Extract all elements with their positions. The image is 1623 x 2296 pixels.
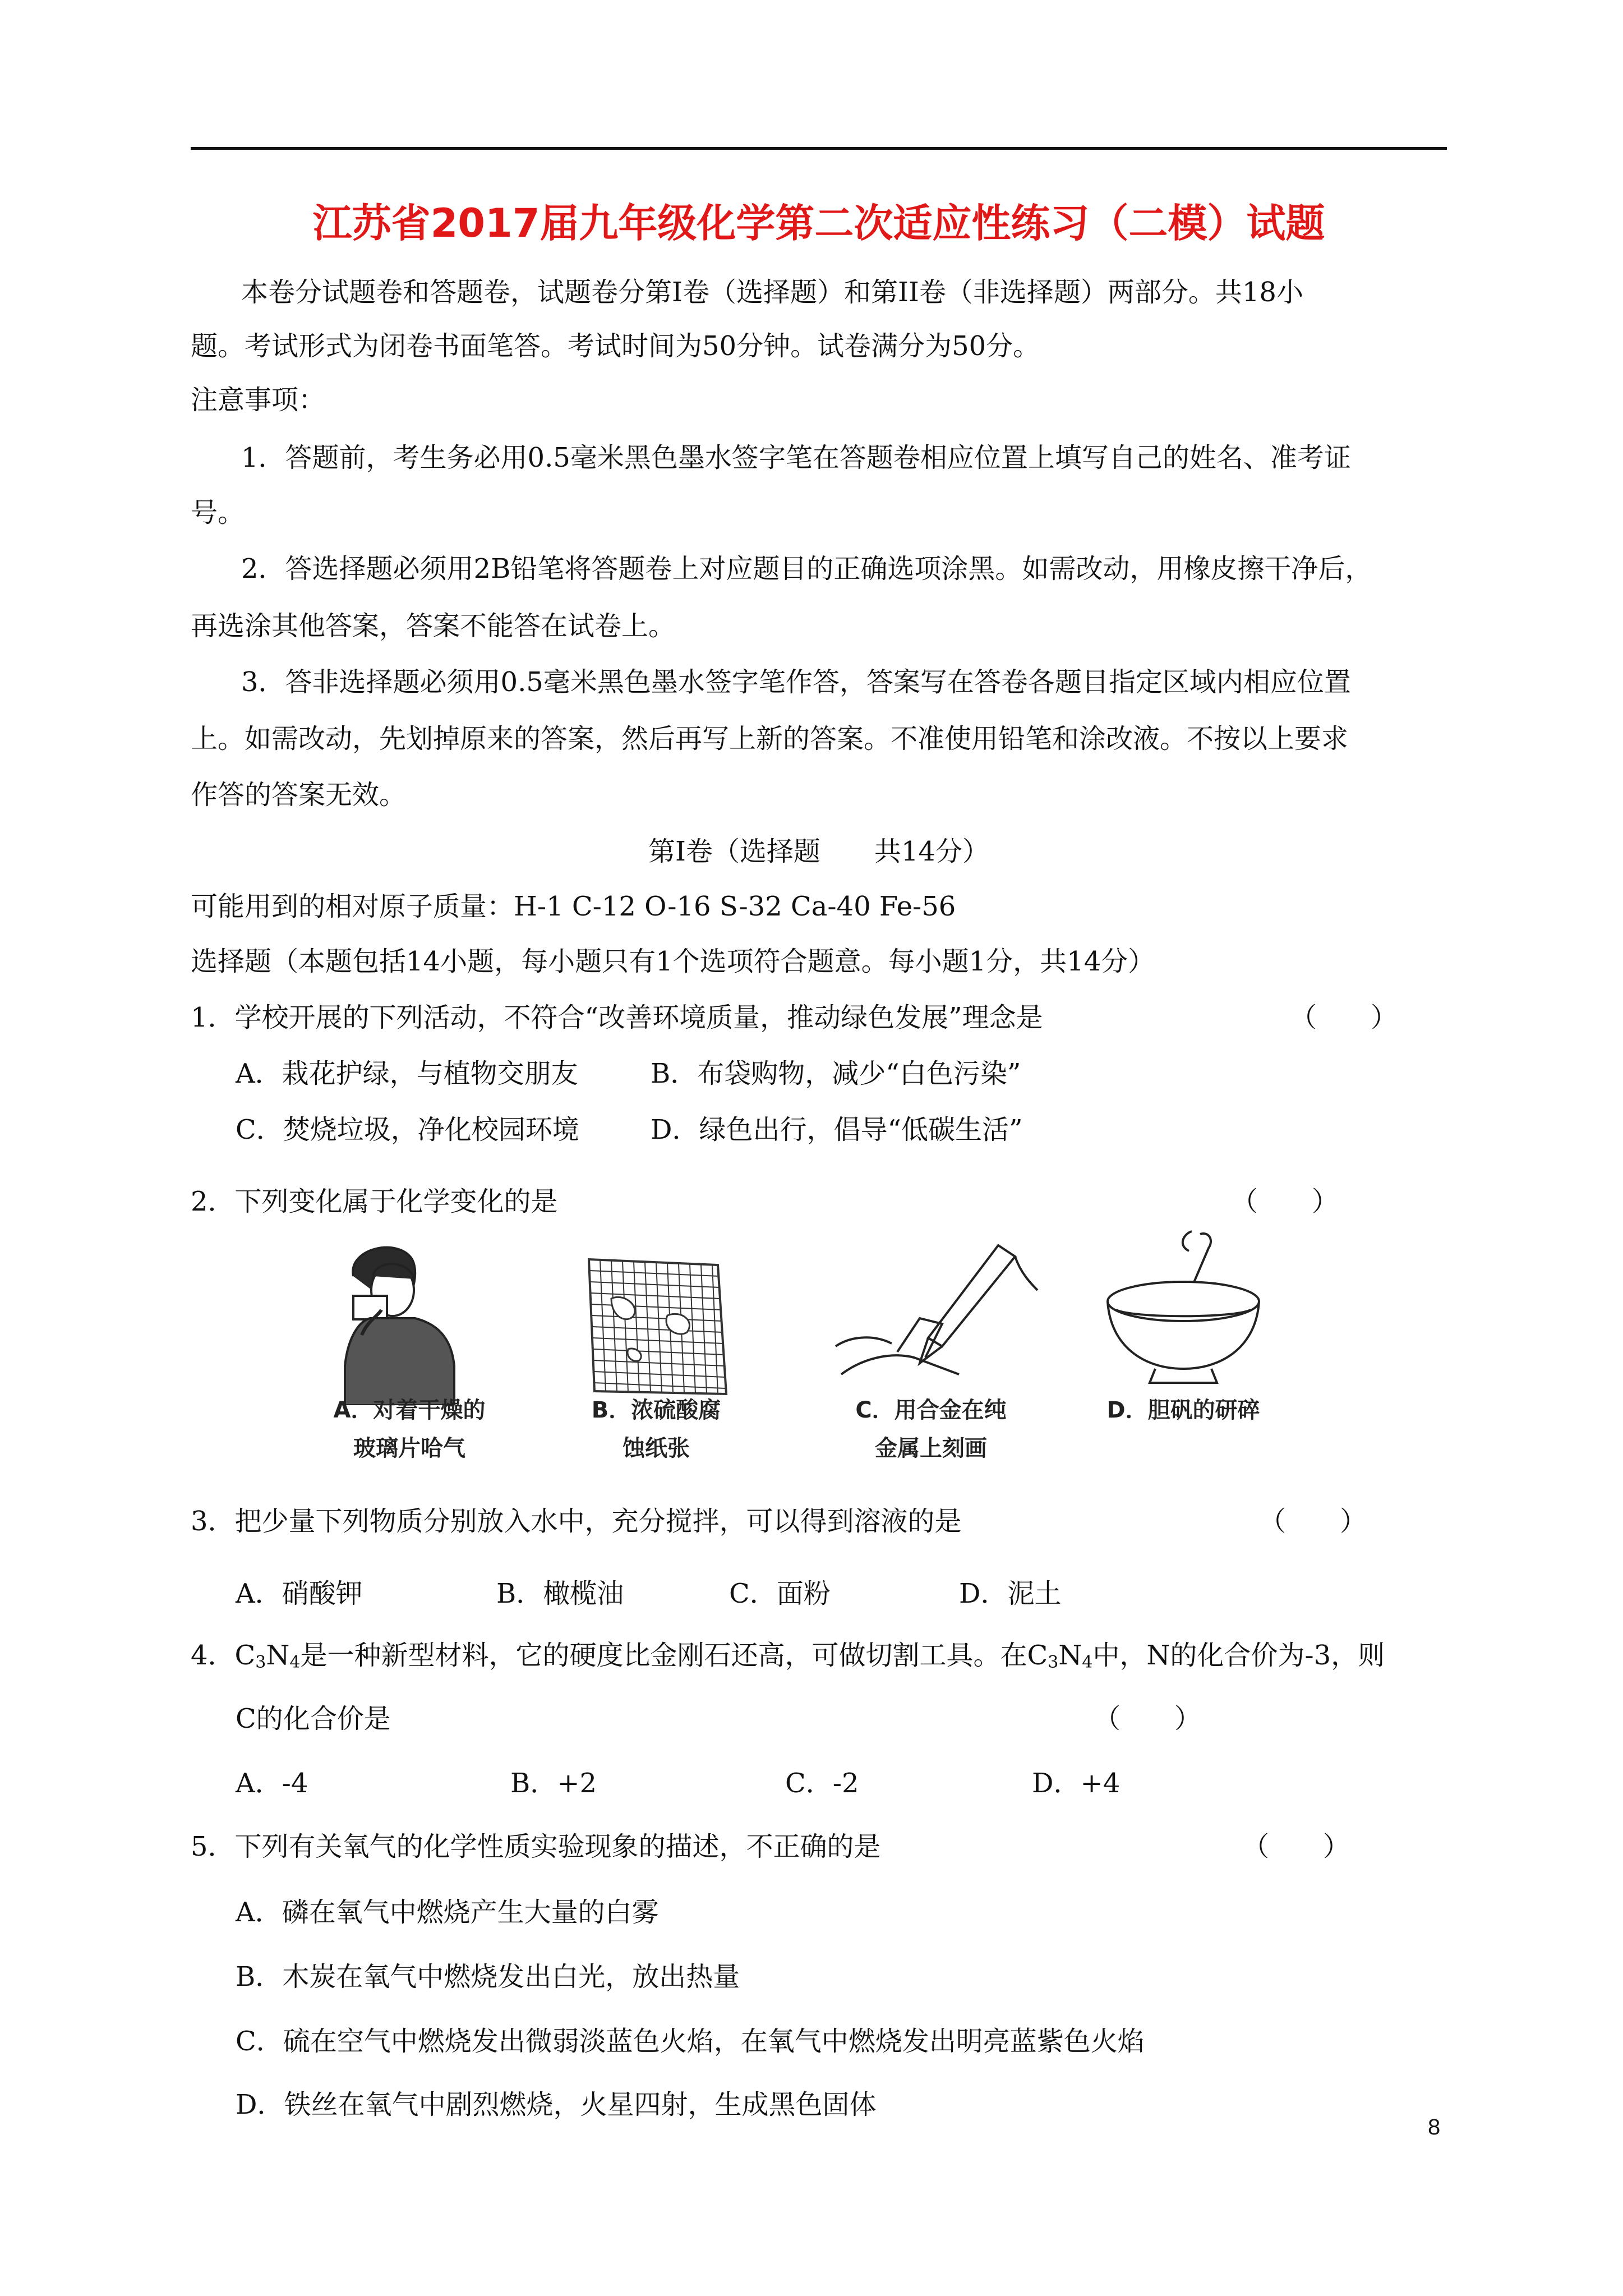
q3-answer-paren: （ ） xyxy=(1259,1506,1367,1537)
q1-stem: 1．学校开展的下列活动，不符合“改善环境质量，推动绿色发展”理念是 xyxy=(191,1002,1043,1033)
q1-option-a: A．栽花护绿，与植物交朋友 xyxy=(236,1058,578,1089)
header-rule xyxy=(191,147,1447,150)
q5-option-a: A．磷在氧气中燃烧产生大量的白雾 xyxy=(236,1897,659,1928)
q3-option-a: A．硝酸钾 xyxy=(236,1578,363,1609)
q2-answer-paren: （ ） xyxy=(1231,1186,1339,1217)
intro-line-2: 题。考试形式为闭卷书面笔答。考试时间为50分钟。试卷满分为50分。 xyxy=(191,330,1040,362)
q4-option-a: A．-4 xyxy=(236,1768,308,1799)
q5-option-d: D．铁丝在氧气中剧烈燃烧，火星四射，生成黑色固体 xyxy=(236,2089,877,2120)
q4-option-b: B．+2 xyxy=(510,1768,597,1799)
page-title: 江苏省2017届九年级化学第二次适应性练习（二模）试题 xyxy=(312,200,1325,246)
q4-stem-line-2: C的化合价是 xyxy=(236,1703,391,1734)
q2-stem: 2．下列变化属于化学变化的是 xyxy=(191,1186,558,1217)
page-number: 8 xyxy=(1428,2115,1441,2139)
q5-stem: 5．下列有关氧气的化学性质实验现象的描述，不正确的是 xyxy=(191,1831,881,1862)
q3-option-b: B．橄榄油 xyxy=(496,1578,624,1609)
notice-1-line-2: 号。 xyxy=(191,497,245,528)
atomic-masses: 可能用到的相对原子质量：H-1 C-12 O-16 S-32 Ca-40 Fe-56 xyxy=(191,891,956,922)
q1-option-c: C．焚烧垃圾，净化校园环境 xyxy=(236,1114,579,1145)
q3-stem: 3．把少量下列物质分别放入水中，充分搅拌，可以得到溶液的是 xyxy=(191,1506,962,1537)
q1-answer-paren: （ ） xyxy=(1290,1002,1398,1033)
section-instruction: 选择题（本题包括14小题，每小题只有1个选项符合题意。每小题1分，共14分） xyxy=(191,946,1155,977)
notice-1-line-1: 1．答题前，考生务必用0.5毫米黑色墨水签字笔在答题卷相应位置上填写自己的姓名、准考证 xyxy=(241,442,1351,473)
q5-option-c: C．硫在空气中燃烧发出微弱淡蓝色火焰，在氧气中燃烧发出明亮蓝紫色火焰 xyxy=(236,2026,1145,2057)
q4-option-c: C．-2 xyxy=(785,1768,859,1799)
notice-label: 注意事项： xyxy=(191,384,326,416)
mortar-pestle-illustration xyxy=(1099,1228,1267,1391)
q2-caption-b: B．浓硫酸腐 蚀纸张 xyxy=(591,1397,721,1461)
q3-option-c: C．面粉 xyxy=(729,1578,831,1609)
q2-caption-a: A．对着干燥的 玻璃片哈气 xyxy=(333,1397,486,1461)
scratching-metal-illustration xyxy=(830,1234,1043,1402)
q4-option-d: D．+4 xyxy=(1032,1768,1121,1799)
q1-option-b: B．布袋购物，减少“白色污染” xyxy=(651,1058,1021,1089)
q3-option-d: D．泥土 xyxy=(959,1578,1062,1609)
notice-3-line-2: 上。如需改动，先划掉原来的答案，然后再写上新的答案。不准使用铅笔和涂改液。不按以上要求 xyxy=(191,723,1349,754)
q5-answer-paren: （ ） xyxy=(1242,1831,1350,1862)
q5-option-b: B．木炭在氧气中燃烧发出白光，放出热量 xyxy=(236,1961,740,1993)
notice-2-line-1: 2．答选择题必须用2B铅笔将答题卷上对应题目的正确选项涂黑。如需改动，用橡皮擦干净后， xyxy=(241,553,1372,585)
notice-3-line-1: 3．答非选择题必须用0.5毫米黑色墨水签字笔作答，答案写在答卷各题目指定区域内相应位置 xyxy=(241,666,1351,698)
section-title: 第Ⅰ卷（选择题 共14分） xyxy=(648,836,990,867)
q4-answer-paren: （ ） xyxy=(1094,1703,1202,1734)
q2-caption-d: D．胆矾的研碎 xyxy=(1106,1397,1260,1423)
q1-option-d: D．绿色出行，倡导“低碳生活” xyxy=(651,1114,1023,1145)
notice-3-line-3: 作答的答案无效。 xyxy=(191,779,407,811)
q2-caption-c: C．用合金在纯 金属上刻画 xyxy=(855,1397,1007,1461)
intro-line-1: 本卷分试题卷和答题卷，试题卷分第Ⅰ卷（选择题）和第II卷（非选择题）两部分。共18小 xyxy=(241,277,1303,308)
person-breathing-illustration xyxy=(314,1237,505,1405)
q4-stem-line-1: 4．$C_3N_4$是一种新型材料，它的硬度比金刚石还高，可做切割工具。在$C_3N_4$中，N的化合价为-3，则 xyxy=(191,1640,1385,1672)
notice-2-line-2: 再选涂其他答案，答案不能答在试卷上。 xyxy=(191,610,676,642)
corroded-paper-illustration xyxy=(578,1254,735,1400)
